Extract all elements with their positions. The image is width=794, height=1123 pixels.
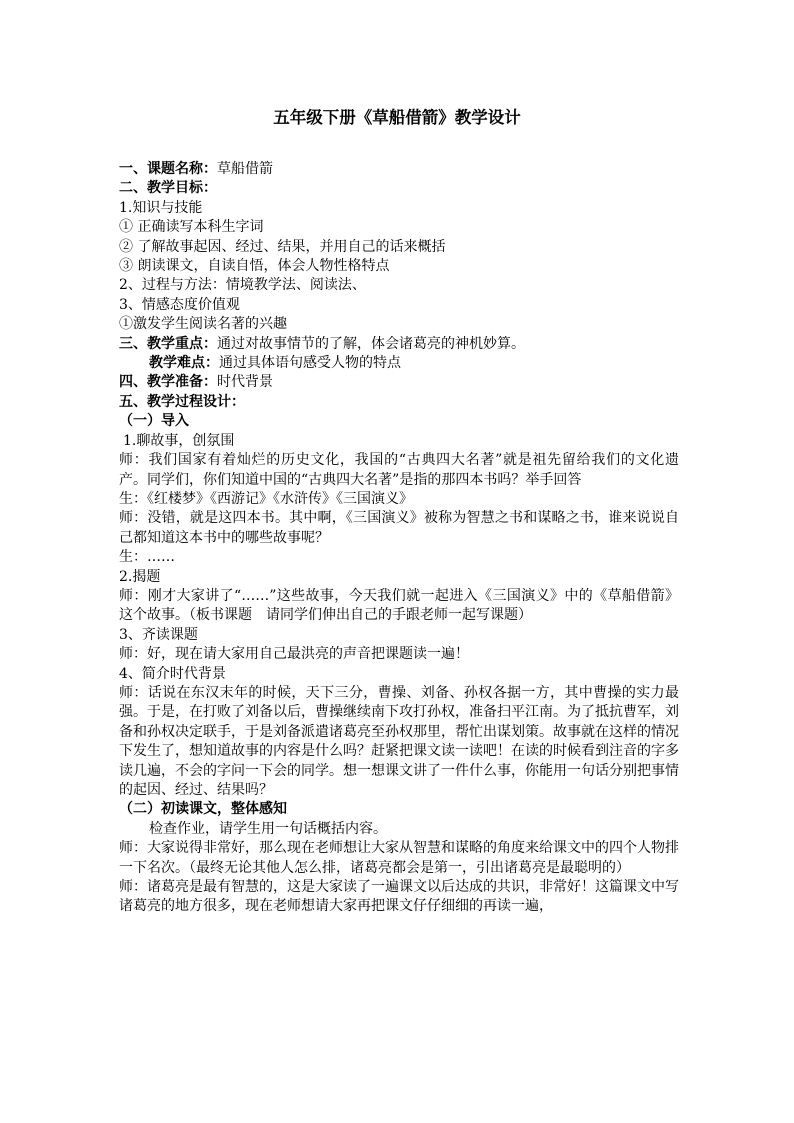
paragraph: 师：我们国家有着灿烂的历史文化，我国的“古典四大名著”就是祖先留给我们的文化遗产。同学们，你们知道中国的“古典四大名著”是指的那四本书吗？举手回答	[119, 452, 679, 488]
paragraph: 师：大家说得非常好，那么现在老师想让大家从智慧和谋略的角度来给课文中的四个人物排一下名次。（最终无论其他人怎么排，诸葛亮都会是第一，引出诸葛亮是最聪明的）	[119, 840, 679, 876]
section-objectives: 二、教学目标：	[119, 180, 217, 197]
section-preparation	[119, 373, 679, 392]
subsection-heading: （一）导入	[119, 413, 189, 430]
paragraph: 师：好，现在请大家用自己最洪亮的声音把课题读一遍！	[119, 646, 469, 663]
step-heading: 2.揭题	[119, 568, 161, 585]
paragraph: 检查作业，请学生用一句话概括内容。	[149, 820, 387, 837]
paragraph: 师：没错，就是这四本书。其中啊，《三国演义》被称为智慧之书和谋略之书，谁来说说自己都知道这本书中的哪些故事呢？	[119, 510, 679, 546]
list-item: ③ 朗读课文，自读自悟，体会人物性格特点	[119, 258, 390, 275]
list-item: 1.知识与技能	[119, 199, 203, 216]
paragraph: 师：话说在东汉末年的时候，天下三分，曹操、刘备、孙权各据一方，其中曹操的实力最强。于是，在打败了刘备以后，曹操继续南下攻打孙权，准备扫平江南。为了抵抗曹军，刘备和孙权决定联手，于是刘备派遣诸葛亮至孙权那里，帮忙出谋划策。故事就在这样的情况下发生了，想知道故事的内容是什么吗？赶紧把课文读一读吧！在读的时候看到注音的字多读几遍，不会的字问一下会的同学。想一想课文讲了一件什么事，你能用一句话分别把事情的起因、经过、结果吗？	[119, 684, 679, 798]
list-item: ①激发学生阅读名著的兴趣	[119, 316, 287, 333]
list-item: 2、过程与方法：情境教学法、阅读法、	[119, 277, 366, 294]
step-heading: 4、简介时代背景	[119, 665, 226, 682]
document-title: 五年级下册《草船借箭》教学设计	[273, 108, 521, 127]
section-label: 教学难点：	[149, 355, 219, 372]
list-item: 3、情感态度价值观	[119, 296, 240, 313]
section-topic	[119, 160, 679, 179]
step-heading: 3、齐读课题	[119, 626, 198, 643]
document-body	[119, 160, 679, 917]
list-item: ② 了解故事起因、经过、结果，并用自己的话来概括	[119, 238, 446, 255]
section-text: 时代背景	[217, 374, 273, 391]
paragraph: 师：刚才大家讲了“……”这些故事，今天我们就一起进入《三国演义》中的《草船借箭》这个故事。（板书课题 请同学们伸出自己的手跟老师一起写课题）	[119, 587, 679, 624]
section-label: 四、教学准备：	[119, 374, 217, 391]
section-text: 通过对故事情节的了解，体会诸葛亮的神机妙算。	[217, 335, 525, 352]
section-label: 三、教学重点：	[119, 335, 217, 352]
subsection-heading: （二）初读课文，整体感知	[119, 801, 287, 818]
paragraph: 生：《红楼梦》《西游记》《水浒传》《三国演义》	[119, 490, 413, 507]
section-key-points	[119, 335, 679, 354]
section-text: 通过具体语句感受人物的特点	[219, 355, 401, 372]
step-heading: 1.聊故事，创氛围	[123, 432, 235, 449]
section-text: 草船借箭	[217, 161, 273, 177]
list-item: ① 正确读写本科生字词	[119, 219, 264, 236]
paragraph: 生：……	[119, 549, 175, 566]
paragraph: 师：诸葛亮是最有智慧的，这是大家读了一遍课文以后达成的共识，非常好！这篇课文中写诸葛亮的地方很多，现在老师想请大家再把课文仔仔细细的再读一遍，	[119, 879, 679, 915]
section-difficulties	[119, 354, 679, 373]
section-process: 五、教学过程设计：	[119, 393, 245, 410]
section-label: 一、课题名称：	[119, 161, 217, 177]
